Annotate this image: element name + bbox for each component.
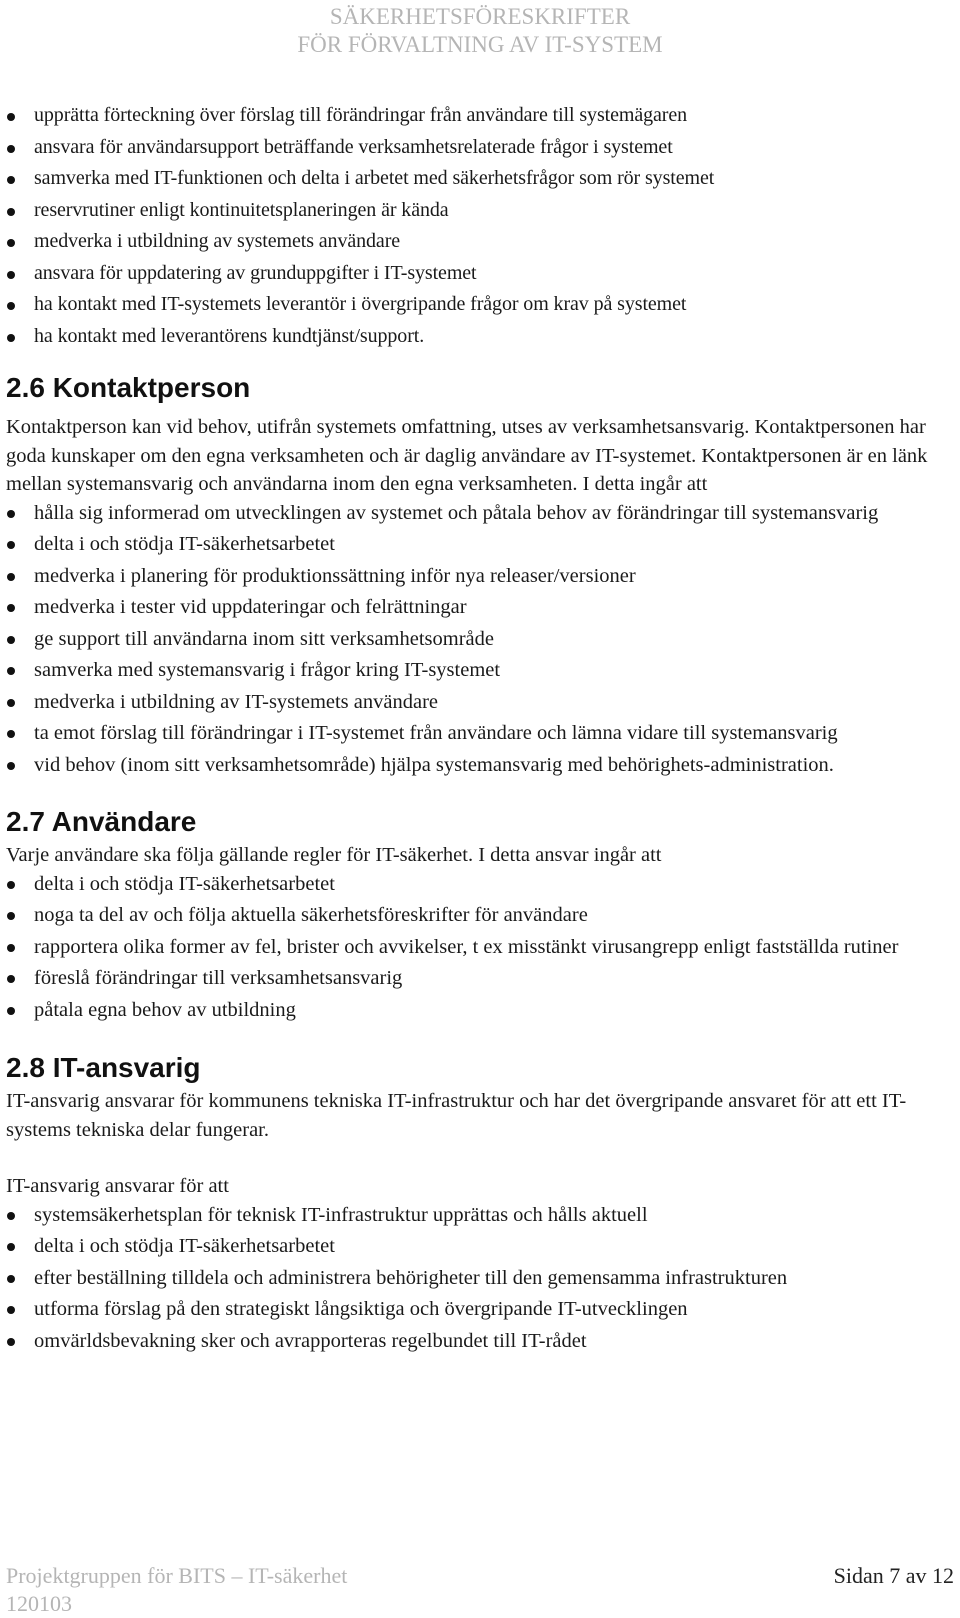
list-item: ta emot förslag till förändringar i IT-systemet från användare och lämna vidare till systemansvarig xyxy=(6,719,956,748)
list-item: efter beställning tilldela och administrera behörigheter till den gemensamma infrastrukturen xyxy=(6,1264,956,1293)
list-item: systemsäkerhetsplan för teknisk IT-infrastruktur upprättas och hålls aktuell xyxy=(6,1201,956,1230)
list-item: vid behov (inom sitt verksamhetsområde) hjälpa systemansvarig med behörighets-administration. xyxy=(6,751,956,780)
list-item: ge support till användarna inom sitt verksamhetsområde xyxy=(6,625,956,654)
section-paragraph-it-ansvarig-lead: IT-ansvarig ansvarar för att xyxy=(6,1175,229,1197)
list-item: medverka i tester vid uppdateringar och felrättningar xyxy=(6,593,956,622)
intro-bullet-list xyxy=(6,102,956,350)
section-heading-anvandare: 2.7 Användare xyxy=(6,806,197,837)
footer-date: 120103 xyxy=(6,1591,72,1616)
list-item: upprätta förteckning över förslag till förändringar från användare till systemägaren xyxy=(6,102,956,130)
list-item: medverka i planering för produktionssättning inför nya releaser/versioner xyxy=(6,562,956,591)
kontaktperson-bullet-list xyxy=(6,499,956,780)
list-item: noga ta del av och följa aktuella säkerhetsföreskrifter för användare xyxy=(6,901,956,930)
list-item: ansvara för användarsupport beträffande verksamhetsrelaterade frågor i systemet xyxy=(6,134,956,162)
list-item: påtala egna behov av utbildning xyxy=(6,996,956,1025)
list-item: samverka med IT-funktionen och delta i arbetet med säkerhetsfrågor som rör systemet xyxy=(6,165,956,193)
page-number: Sidan 7 av 12 xyxy=(833,1563,954,1588)
list-item: ha kontakt med leverantörens kundtjänst/support. xyxy=(6,323,956,351)
list-item: delta i och stödja IT-säkerhetsarbetet xyxy=(6,1232,956,1261)
list-item: ha kontakt med IT-systemets leverantör i övergripande frågor om krav på systemet xyxy=(6,291,956,319)
page-content xyxy=(6,102,956,1358)
list-item: ansvara för uppdatering av grunduppgifter i IT-systemet xyxy=(6,260,956,288)
list-item: medverka i utbildning av IT-systemets användare xyxy=(6,688,956,717)
section-heading-it-ansvarig: 2.8 IT-ansvarig xyxy=(6,1052,201,1083)
section-paragraph-anvandare: Varje användare ska följa gällande regler för IT-säkerhet. I detta ansvar ingår att xyxy=(6,844,662,866)
list-item: utforma förslag på den strategiskt långsiktiga och övergripande IT-utvecklingen xyxy=(6,1295,956,1324)
anvandare-bullet-list xyxy=(6,870,956,1025)
footer-project-group: Projektgruppen för BITS – IT-säkerhet xyxy=(6,1563,348,1588)
section-paragraph-kontaktperson: Kontaktperson kan vid behov, utifrån systemets omfattning, utses av verksamhetsansvarig. Kontaktpersonen har goda kunskaper om den egna verksamheten och är daglig användare av IT-systemet. Kontaktpersonen är en länk mellan systemansvarig och användarna inom den egna verksamheten. I detta ingår att xyxy=(6,416,928,495)
list-item: delta i och stödja IT-säkerhetsarbetet xyxy=(6,870,956,899)
list-item: reservrutiner enligt kontinuitetsplaneringen är kända xyxy=(6,197,956,225)
section-paragraph-it-ansvarig: IT-ansvarig ansvarar för kommunens tekniska IT-infrastruktur och har det övergripande ansvaret för att ett IT-systems tekniska delar fungerar. xyxy=(6,1090,907,1141)
section-heading-kontaktperson: 2.6 Kontaktperson xyxy=(6,372,251,403)
header-title-line1: SÄKERHETSFÖRESKRIFTER xyxy=(329,4,631,29)
list-item: omvärldsbevakning sker och avrapporteras regelbundet till IT-rådet xyxy=(6,1327,956,1356)
it-ansvarig-bullet-list xyxy=(6,1201,956,1356)
list-item: rapportera olika former av fel, brister och avvikelser, t ex misstänkt virusangrepp enligt fastställda rutiner xyxy=(6,933,956,962)
list-item: delta i och stödja IT-säkerhetsarbetet xyxy=(6,530,956,559)
header-title-line2: FÖR FÖRVALTNING AV IT-SYSTEM xyxy=(297,32,663,57)
list-item: hålla sig informerad om utvecklingen av systemet och påtala behov av förändringar till systemansvarig xyxy=(6,499,956,528)
page-header xyxy=(0,3,960,59)
page-footer-left xyxy=(6,1562,347,1618)
list-item: föreslå förändringar till verksamhetsansvarig xyxy=(6,964,956,993)
list-item: samverka med systemansvarig i frågor kring IT-systemet xyxy=(6,656,956,685)
list-item: medverka i utbildning av systemets användare xyxy=(6,228,956,256)
